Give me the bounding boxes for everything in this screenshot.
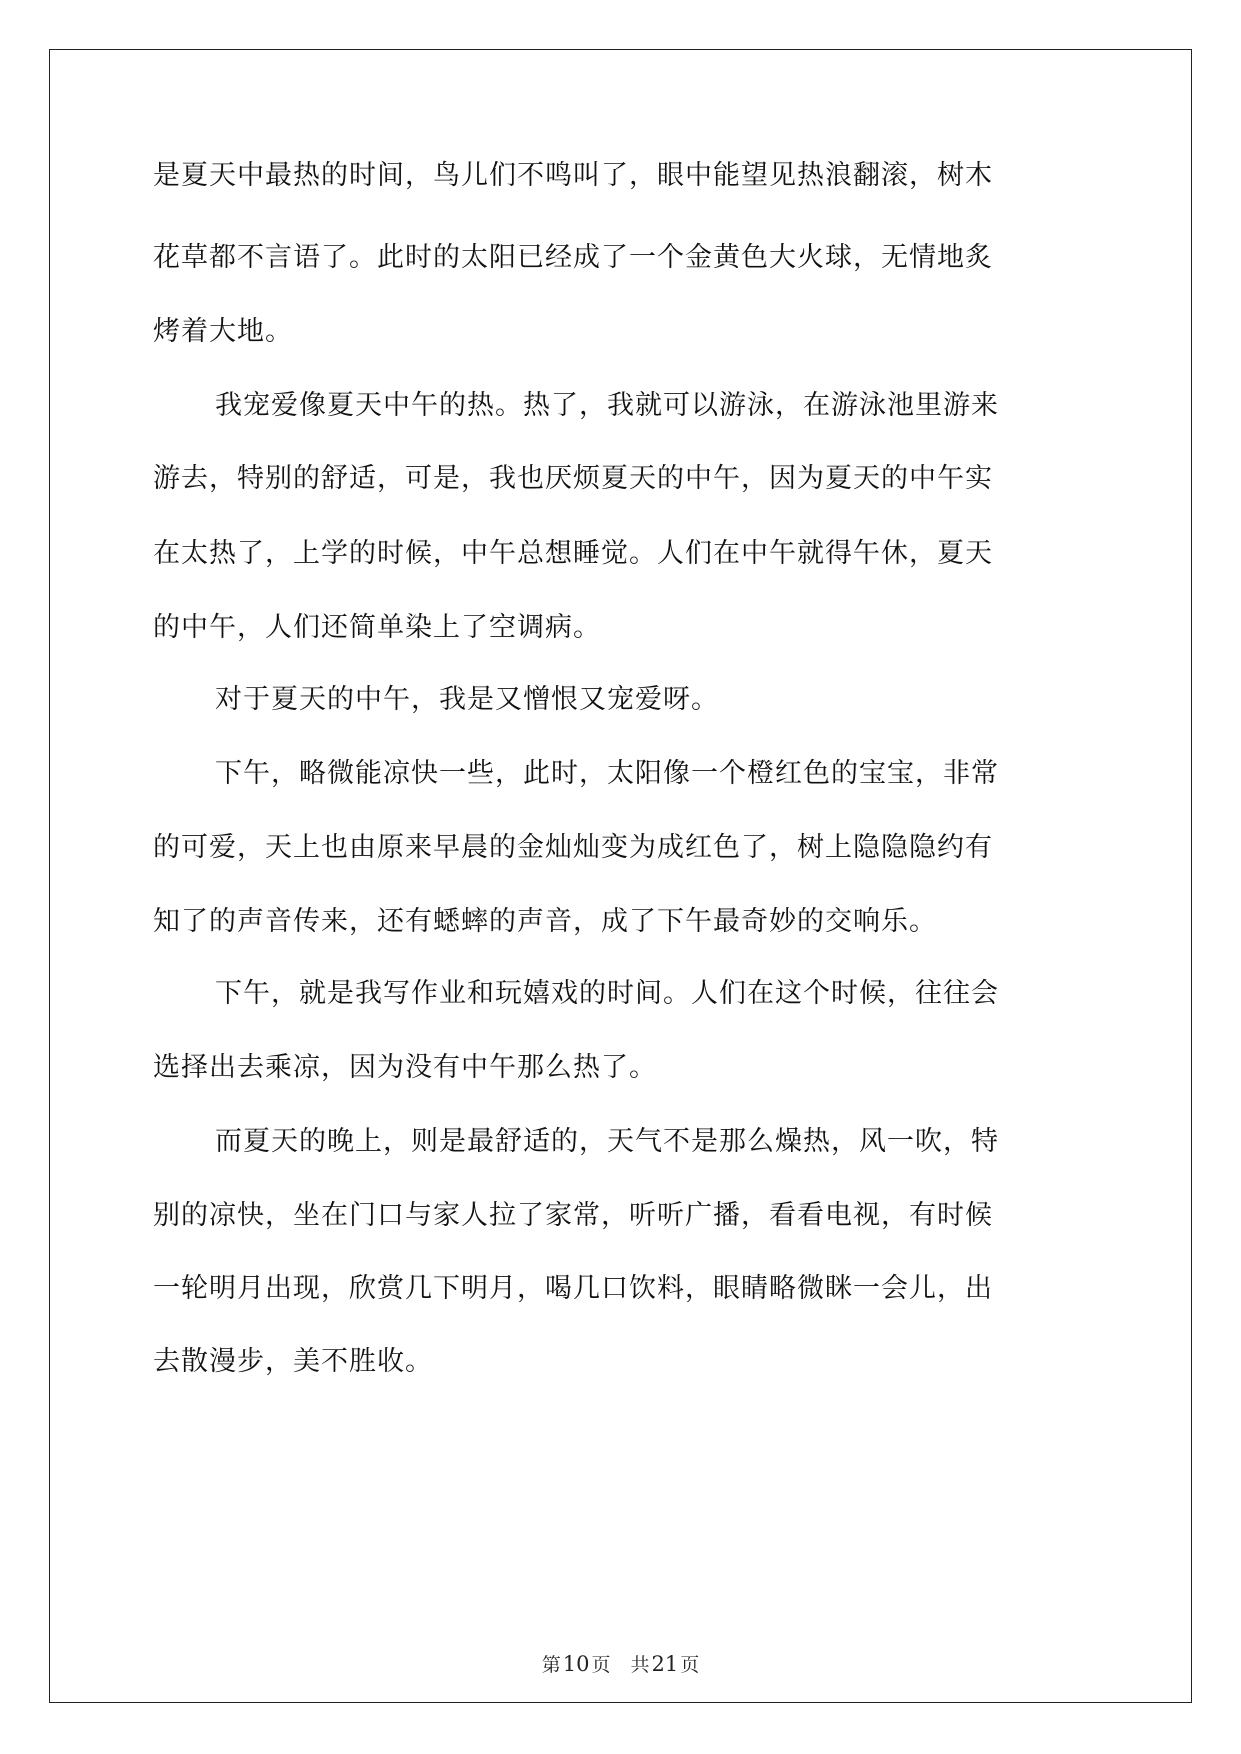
text-line: 而夏天的晚上，则是最舒适的，天气不是那么燥热，风一吹，特 — [215, 1126, 999, 1157]
text-line: 下午，略微能凉快一些，此时，太阳像一个橙红色的宝宝，非常 — [215, 758, 999, 789]
total-prefix: 共 — [630, 1654, 650, 1676]
text-line: 下午，就是我写作业和玩嬉戏的时间。人们在这个时候，往往会 — [215, 978, 999, 1009]
text-line: 游去，特别的舒适，可是，我也厌烦夏天的中午，因为夏天的中午实 — [153, 463, 993, 494]
text-line: 的中午，人们还简单染上了空调病。 — [153, 612, 601, 643]
page-border — [49, 49, 1192, 1703]
text-line: 在太热了，上学的时候，中午总想睡觉。人们在中午就得午休，夏天 — [153, 538, 993, 569]
text-line: 去散漫步，美不胜收。 — [153, 1346, 433, 1377]
text-line: 花草都不言语了。此时的太阳已经成了一个金黄色大火球，无情地炙 — [153, 242, 993, 273]
text-line: 的可爱，天上也由原来早晨的金灿灿变为成红色了，树上隐隐隐约有 — [153, 832, 993, 863]
page-prefix: 第 — [541, 1654, 561, 1676]
page-label: 页 — [591, 1654, 611, 1676]
page-footer — [0, 1652, 1241, 1677]
page-current: 10 — [562, 1652, 590, 1676]
text-line: 是夏天中最热的时间，鸟儿们不鸣叫了，眼中能望见热浪翻滚，树木 — [153, 160, 993, 191]
text-line: 我宠爱像夏天中午的热。热了，我就可以游泳，在游泳池里游来 — [215, 390, 999, 421]
text-line: 别的凉快，坐在门口与家人拉了家常，听听广播，看看电视，有时候 — [153, 1200, 993, 1231]
text-line: 对于夏天的中午，我是又憎恨又宠爱呀。 — [215, 684, 719, 715]
text-line: 知了的声音传来，还有蟋蟀的声音，成了下午最奇妙的交响乐。 — [153, 906, 937, 937]
text-line: 烤着大地。 — [153, 316, 293, 347]
page-total: 21 — [651, 1652, 679, 1676]
text-line: 选择出去乘凉，因为没有中午那么热了。 — [153, 1052, 657, 1083]
text-line: 一轮明月出现，欣赏几下明月，喝几口饮料，眼睛略微眯一会儿，出 — [153, 1273, 993, 1304]
total-suffix: 页 — [680, 1654, 700, 1676]
